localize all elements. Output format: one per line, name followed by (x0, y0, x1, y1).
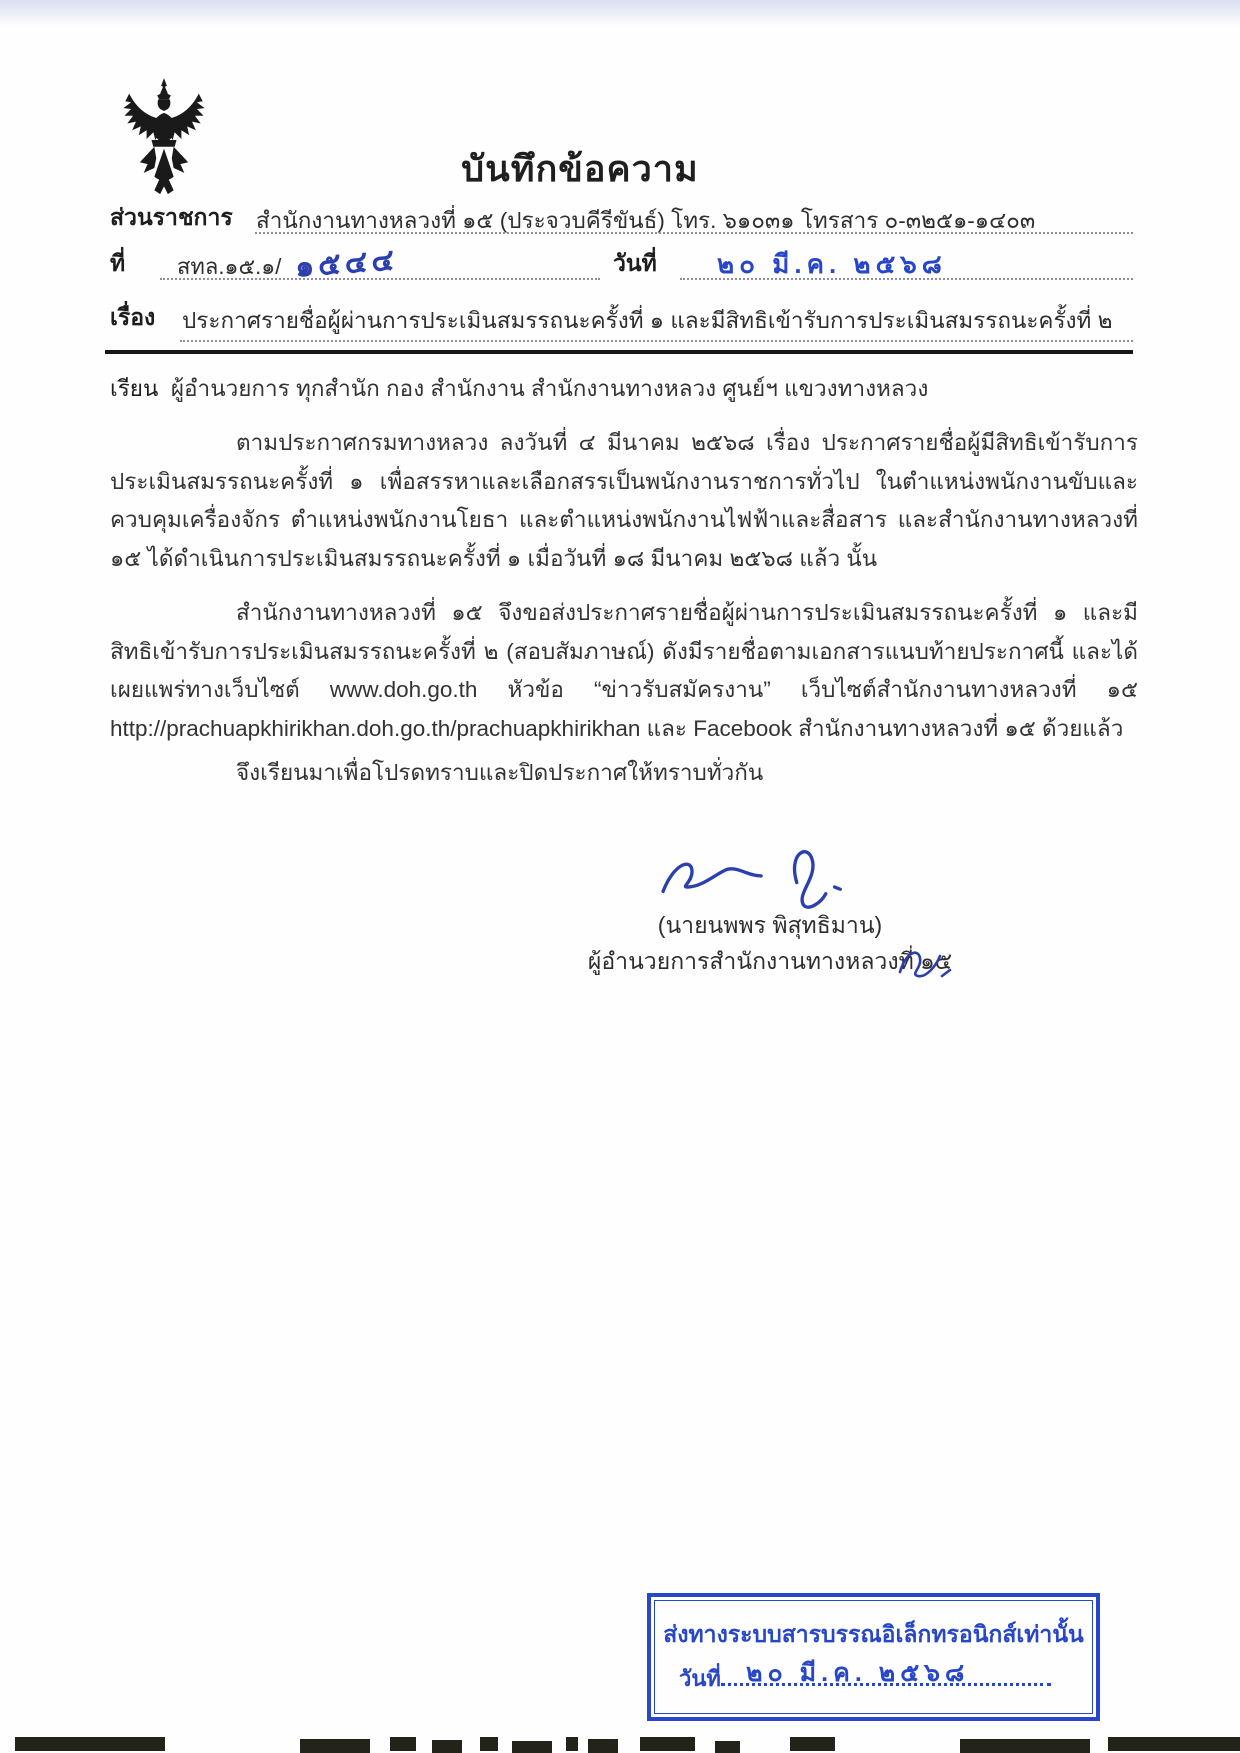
header-rule (105, 350, 1133, 354)
doc-number-value: สทล.๑๕.๑/ (177, 254, 282, 279)
paragraph-2: สำนักงานทางหลวงที่ ๑๕ จึงขอส่งประกาศรายชื่อผู้ผ่านการประเมินสมรรถนะครั้งที่ ๑ และมีสิทธิเข้ารับการประเมินสมรรถนะครั้งที่ ๒ (สอบสัมภาษณ์) ดังมีรายชื่อตามเอกสารแนบท้ายประกาศนี้ และได้เผยแพร่ทางเว็บไซต์ www.doh.go.th หัวข้อ “ข่าวรับสมัครงาน” เว็บไซต์สำนักงานทางหลวงที่ ๑๕ http://prachuapkhirikhan.doh.go.th/prachuapkhirikhan และ Facebook สำนักงานทางหลวงที่ ๑๕ ด้วยแล้ว (110, 600, 1138, 741)
to-label: เรียน (110, 376, 159, 401)
scan-artifact-segment (588, 1739, 618, 1753)
paragraph-1: ตามประกาศกรมทางหลวง ลงวันที่ ๔ มีนาคม ๒๕๖๘ เรื่อง ประกาศรายชื่อผู้มีสิทธิเข้ารับการประเมินสมรรถนะครั้งที่ ๑ เพื่อสรรหาและเลือกสรรเป็นพนักงานราชการทั่วไป ในตำแหน่งพนักงานขับและควบคุมเครื่องจักร ตำแหน่งพนักงานโยธา และตำแหน่งพนักงานไฟฟ้าและสื่อสาร และสำนักงานทางหลวงที่ ๑๕ ได้ดำเนินการประเมินสมรรถนะครั้งที่ ๑ เมื่อวันที่ ๑๘ มีนาคม ๒๕๖๘ แล้ว นั้น (110, 430, 1138, 571)
scan-artifact-segment (1108, 1737, 1240, 1751)
scan-artifact-segment (566, 1737, 578, 1751)
signatory-name: (นายนพพร พิสุทธิมาน) (657, 912, 883, 938)
agency-dotted-line (255, 232, 1133, 234)
e-doc-stamp-box (647, 1593, 1100, 1721)
scan-artifact-segment (432, 1740, 462, 1753)
subject-value: ประกาศรายชื่อผู้ผ่านการประเมินสมรรถนะครั้งที่ ๑ และมีสิทธิเข้ารับการประเมินสมรรถนะครั้งที่ ๒ (182, 308, 1113, 333)
scan-artifact-segment (480, 1737, 498, 1751)
date-stamp: ๒๐ มี.ค. ๒๕๖๘ (717, 249, 947, 279)
doc-number-handwritten: ๑๕๔๔ (293, 243, 400, 284)
scan-artifact-segment (15, 1737, 165, 1751)
scan-artifact-top-band (0, 0, 1240, 26)
scan-artifact-segment (790, 1737, 835, 1751)
agency-value: สำนักงานทางหลวงที่ ๑๕ (ประจวบคีรีขันธ์) โทร. ๖๑๐๓๑ โทรสาร ๐-๓๒๕๑-๑๔๐๓ (256, 208, 1036, 233)
garuda-emblem-icon (106, 76, 222, 202)
doc-number-label: ที่ (110, 250, 126, 276)
to-line (110, 370, 1138, 409)
scan-artifact-segment (960, 1739, 1090, 1753)
scan-artifact-segment (715, 1741, 740, 1753)
closing-line: จึงเรียนมาเพื่อโปรดทราบและปิดประกาศให้ทราบทั่วกัน (236, 760, 764, 785)
stamp-date-label-text: วันที่ (679, 1666, 721, 1691)
signature-scribble-icon (620, 838, 900, 916)
signatory-position: ผู้อำนวยการสำนักงานทางหลวงที่ ๑๕ (587, 948, 953, 974)
date-dotted-line (680, 278, 1133, 280)
doc-number-dotted-line (160, 278, 600, 280)
initials-scribble-icon (895, 938, 957, 986)
scan-artifact-segment (640, 1737, 695, 1751)
stamp-date-value: ๒๐ มี.ค. ๒๕๖๘ (746, 1659, 970, 1687)
stamp-line1: ส่งทางระบบสารบรรณอิเล็กทรอนิกส์เท่านั้น (663, 1621, 1084, 1647)
date-label: วันที่ (613, 250, 657, 276)
scan-artifact-segment (300, 1739, 370, 1753)
subject-label: เรื่อง (110, 304, 156, 330)
to-value: ผู้อำนวยการ ทุกสำนัก กอง สำนักงาน สำนักงานทางหลวง ศูนย์ฯ แขวงทางหลวง (170, 376, 929, 401)
scan-artifact-segment (512, 1741, 552, 1753)
scan-artifact-segment (390, 1737, 416, 1751)
page-title: บันทึกข้อความ (461, 148, 699, 189)
agency-label: ส่วนราชการ (110, 204, 233, 230)
subject-dotted-line (180, 340, 1133, 342)
